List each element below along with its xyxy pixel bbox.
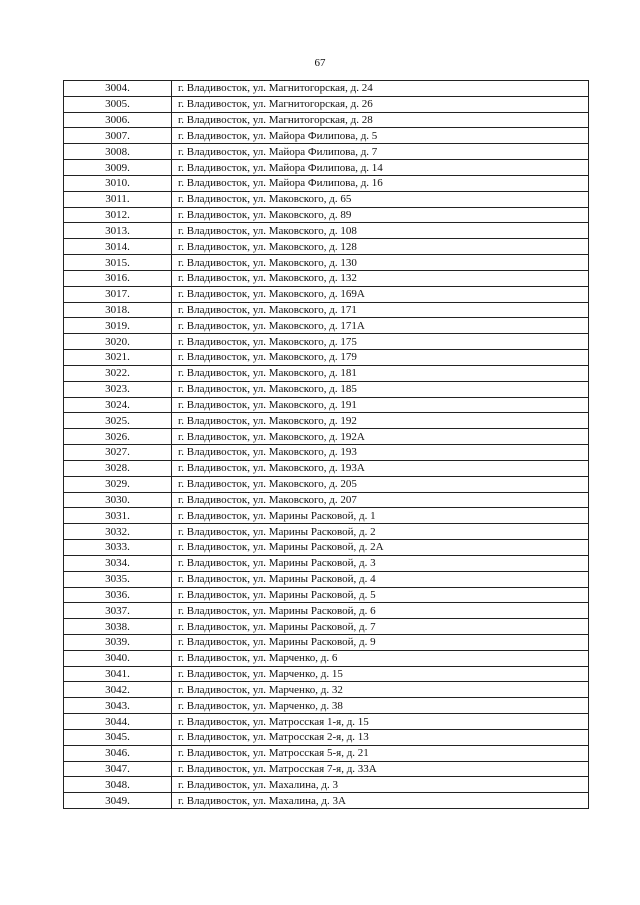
row-address: г. Владивосток, ул. Маковского, д. 192А bbox=[172, 429, 589, 445]
table-row bbox=[64, 682, 589, 698]
table-row bbox=[64, 334, 589, 350]
row-address: г. Владивосток, ул. Майора Филипова, д. 14 bbox=[172, 160, 589, 176]
table-row bbox=[64, 714, 589, 730]
row-number: 3033. bbox=[64, 540, 172, 556]
row-address: г. Владивосток, ул. Маковского, д. 169А bbox=[172, 286, 589, 302]
table-row bbox=[64, 666, 589, 682]
row-address: г. Владивосток, ул. Марины Расковой, д. 7 bbox=[172, 619, 589, 635]
row-number: 3007. bbox=[64, 128, 172, 144]
table-row bbox=[64, 81, 589, 97]
row-number: 3011. bbox=[64, 191, 172, 207]
row-number: 3026. bbox=[64, 429, 172, 445]
row-number: 3029. bbox=[64, 476, 172, 492]
row-number: 3040. bbox=[64, 650, 172, 666]
row-number: 3044. bbox=[64, 714, 172, 730]
row-number: 3014. bbox=[64, 239, 172, 255]
row-number: 3021. bbox=[64, 350, 172, 366]
row-number: 3025. bbox=[64, 413, 172, 429]
row-address: г. Владивосток, ул. Марины Расковой, д. 9 bbox=[172, 634, 589, 650]
row-address: г. Владивосток, ул. Маковского, д. 181 bbox=[172, 365, 589, 381]
row-address: г. Владивосток, ул. Маковского, д. 108 bbox=[172, 223, 589, 239]
row-address: г. Владивосток, ул. Маковского, д. 65 bbox=[172, 191, 589, 207]
row-number: 3042. bbox=[64, 682, 172, 698]
table-row bbox=[64, 270, 589, 286]
row-number: 3008. bbox=[64, 144, 172, 160]
row-number: 3013. bbox=[64, 223, 172, 239]
row-address: г. Владивосток, ул. Маковского, д. 132 bbox=[172, 270, 589, 286]
table-row bbox=[64, 476, 589, 492]
row-number: 3016. bbox=[64, 270, 172, 286]
row-number: 3020. bbox=[64, 334, 172, 350]
row-address: г. Владивосток, ул. Майора Филипова, д. 16 bbox=[172, 175, 589, 191]
row-address: г. Владивосток, ул. Марченко, д. 32 bbox=[172, 682, 589, 698]
table-row bbox=[64, 445, 589, 461]
table-row bbox=[64, 492, 589, 508]
row-address: г. Владивосток, ул. Маковского, д. 179 bbox=[172, 350, 589, 366]
row-number: 3024. bbox=[64, 397, 172, 413]
row-number: 3015. bbox=[64, 255, 172, 271]
row-number: 3030. bbox=[64, 492, 172, 508]
row-number: 3038. bbox=[64, 619, 172, 635]
table-row bbox=[64, 318, 589, 334]
table-row bbox=[64, 175, 589, 191]
row-number: 3023. bbox=[64, 381, 172, 397]
table-row bbox=[64, 255, 589, 271]
row-address: г. Владивосток, ул. Маковского, д. 130 bbox=[172, 255, 589, 271]
table-row bbox=[64, 508, 589, 524]
row-address: г. Владивосток, ул. Марины Расковой, д. 3 bbox=[172, 555, 589, 571]
row-address: г. Владивосток, ул. Маковского, д. 192 bbox=[172, 413, 589, 429]
table-row bbox=[64, 634, 589, 650]
row-number: 3036. bbox=[64, 587, 172, 603]
row-address: г. Владивосток, ул. Маковского, д. 171А bbox=[172, 318, 589, 334]
table-row bbox=[64, 413, 589, 429]
row-address: г. Владивосток, ул. Махалина, д. 3А bbox=[172, 793, 589, 809]
row-address: г. Владивосток, ул. Маковского, д. 185 bbox=[172, 381, 589, 397]
table-row bbox=[64, 239, 589, 255]
row-number: 3018. bbox=[64, 302, 172, 318]
row-address: г. Владивосток, ул. Маковского, д. 193А bbox=[172, 460, 589, 476]
row-address: г. Владивосток, ул. Магнитогорская, д. 28 bbox=[172, 112, 589, 128]
row-number: 3043. bbox=[64, 698, 172, 714]
table-row bbox=[64, 223, 589, 239]
table-row bbox=[64, 555, 589, 571]
row-address: г. Владивосток, ул. Матросская 1-я, д. 15 bbox=[172, 714, 589, 730]
row-address: г. Владивосток, ул. Магнитогорская, д. 24 bbox=[172, 81, 589, 97]
row-number: 3019. bbox=[64, 318, 172, 334]
row-address: г. Владивосток, ул. Маковского, д. 171 bbox=[172, 302, 589, 318]
row-address: г. Владивосток, ул. Махалина, д. 3 bbox=[172, 777, 589, 793]
page-number: 67 bbox=[314, 57, 326, 69]
row-number: 3037. bbox=[64, 603, 172, 619]
table-row bbox=[64, 144, 589, 160]
row-number: 3027. bbox=[64, 445, 172, 461]
table-row bbox=[64, 460, 589, 476]
address-table bbox=[63, 80, 589, 809]
table-row bbox=[64, 160, 589, 176]
row-number: 3034. bbox=[64, 555, 172, 571]
row-address: г. Владивосток, ул. Марины Расковой, д. 5 bbox=[172, 587, 589, 603]
table-row bbox=[64, 777, 589, 793]
row-address: г. Владивосток, ул. Марченко, д. 15 bbox=[172, 666, 589, 682]
row-address: г. Владивосток, ул. Майора Филипова, д. 5 bbox=[172, 128, 589, 144]
row-number: 3046. bbox=[64, 745, 172, 761]
row-number: 3048. bbox=[64, 777, 172, 793]
row-address: г. Владивосток, ул. Маковского, д. 205 bbox=[172, 476, 589, 492]
row-number: 3049. bbox=[64, 793, 172, 809]
table-row bbox=[64, 698, 589, 714]
row-address: г. Владивосток, ул. Маковского, д. 193 bbox=[172, 445, 589, 461]
row-address: г. Владивосток, ул. Маковского, д. 175 bbox=[172, 334, 589, 350]
table-row bbox=[64, 619, 589, 635]
row-address: г. Владивосток, ул. Марины Расковой, д. 4 bbox=[172, 571, 589, 587]
row-address: г. Владивосток, ул. Маковского, д. 191 bbox=[172, 397, 589, 413]
row-number: 3005. bbox=[64, 96, 172, 112]
table-row bbox=[64, 761, 589, 777]
row-address: г. Владивосток, ул. Маковского, д. 89 bbox=[172, 207, 589, 223]
table-row bbox=[64, 207, 589, 223]
row-number: 3017. bbox=[64, 286, 172, 302]
table-row bbox=[64, 603, 589, 619]
table-row bbox=[64, 286, 589, 302]
row-number: 3041. bbox=[64, 666, 172, 682]
table-row bbox=[64, 429, 589, 445]
row-address: г. Владивосток, ул. Маковского, д. 128 bbox=[172, 239, 589, 255]
table-body bbox=[64, 81, 589, 809]
row-address: г. Владивосток, ул. Марины Расковой, д. 2А bbox=[172, 540, 589, 556]
table-row bbox=[64, 350, 589, 366]
row-number: 3039. bbox=[64, 634, 172, 650]
row-address: г. Владивосток, ул. Марины Расковой, д. 1 bbox=[172, 508, 589, 524]
table-row bbox=[64, 96, 589, 112]
row-address: г. Владивосток, ул. Маковского, д. 207 bbox=[172, 492, 589, 508]
row-number: 3009. bbox=[64, 160, 172, 176]
table-row bbox=[64, 128, 589, 144]
table-row bbox=[64, 729, 589, 745]
row-number: 3022. bbox=[64, 365, 172, 381]
table-row bbox=[64, 302, 589, 318]
row-address: г. Владивосток, ул. Майора Филипова, д. 7 bbox=[172, 144, 589, 160]
row-number: 3031. bbox=[64, 508, 172, 524]
table-row bbox=[64, 745, 589, 761]
row-number: 3035. bbox=[64, 571, 172, 587]
table-row bbox=[64, 524, 589, 540]
row-address: г. Владивосток, ул. Матросская 7-я, д. 33А bbox=[172, 761, 589, 777]
row-number: 3012. bbox=[64, 207, 172, 223]
row-number: 3006. bbox=[64, 112, 172, 128]
row-address: г. Владивосток, ул. Марченко, д. 38 bbox=[172, 698, 589, 714]
table-row bbox=[64, 571, 589, 587]
row-number: 3045. bbox=[64, 729, 172, 745]
row-number: 3010. bbox=[64, 175, 172, 191]
row-number: 3028. bbox=[64, 460, 172, 476]
table-row bbox=[64, 191, 589, 207]
table-row bbox=[64, 397, 589, 413]
row-address: г. Владивосток, ул. Марченко, д. 6 bbox=[172, 650, 589, 666]
row-address: г. Владивосток, ул. Матросская 2-я, д. 13 bbox=[172, 729, 589, 745]
row-address: г. Владивосток, ул. Марины Расковой, д. 2 bbox=[172, 524, 589, 540]
table-row bbox=[64, 587, 589, 603]
row-number: 3032. bbox=[64, 524, 172, 540]
row-address: г. Владивосток, ул. Марины Расковой, д. 6 bbox=[172, 603, 589, 619]
table-row bbox=[64, 365, 589, 381]
row-address: г. Владивосток, ул. Магнитогорская, д. 26 bbox=[172, 96, 589, 112]
row-address: г. Владивосток, ул. Матросская 5-я, д. 21 bbox=[172, 745, 589, 761]
row-number: 3004. bbox=[64, 81, 172, 97]
table-row bbox=[64, 381, 589, 397]
table-row bbox=[64, 650, 589, 666]
table-row bbox=[64, 540, 589, 556]
table-row bbox=[64, 793, 589, 809]
table-row bbox=[64, 112, 589, 128]
row-number: 3047. bbox=[64, 761, 172, 777]
